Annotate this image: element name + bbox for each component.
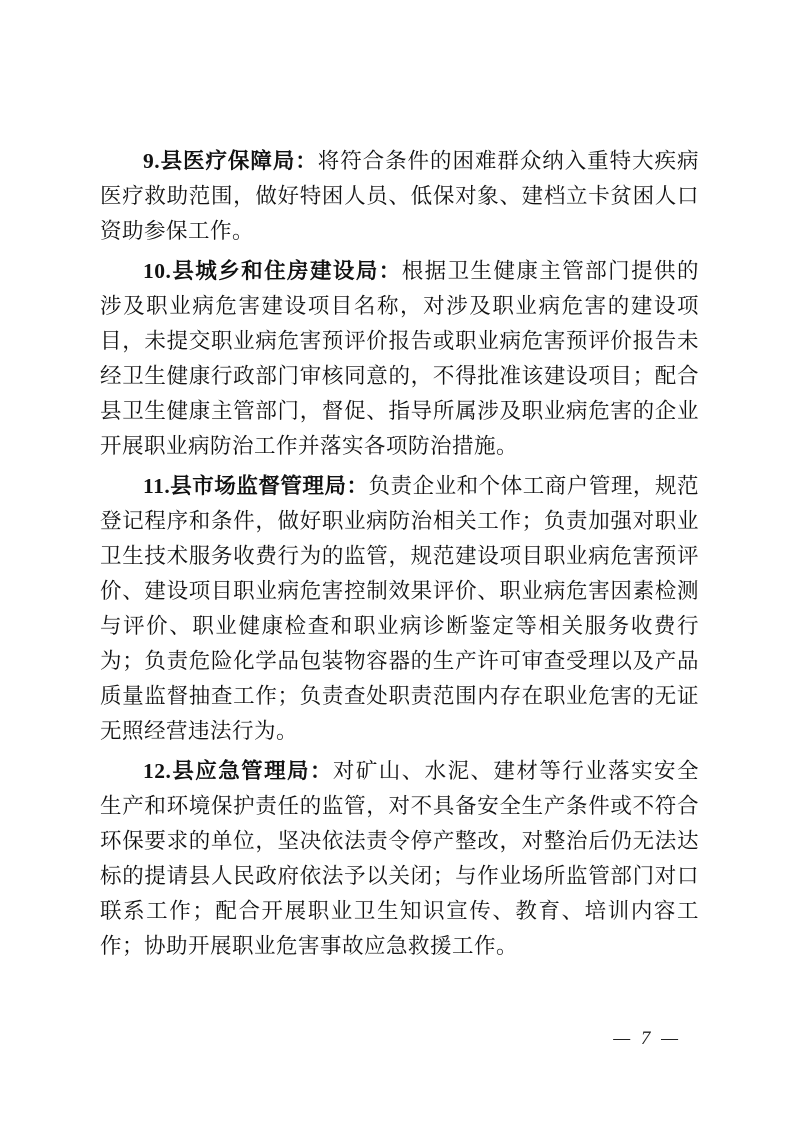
paragraph-11-heading: 11.县市场监督管理局： (143, 474, 369, 498)
paragraph-10 (100, 254, 699, 464)
paragraph-9-body: 将符合条件的困难群众纳入重特大疾病医疗救助范围，做好特困人员、低保对象、建档立卡贫困人口资助参保工作。 (100, 149, 699, 243)
paragraph-12 (100, 754, 699, 964)
paragraph-12-body: 对矿山、水泥、建材等行业落实安全生产和环境保护责任的监管，对不具备安全生产条件或不符合环保要求的单位，坚决依法责令停产整改，对整治后仍无法达标的提请县人民政府依法予以关闭；与作业场所监管部门对口联系工作；配合开展职业卫生知识宣传、教育、培训内容工作；协助开展职业危害事故应急救援工作。 (100, 759, 699, 958)
paragraph-12-heading: 12.县应急管理局： (143, 759, 333, 783)
paragraph-10-heading: 10.县城乡和住房建设局： (143, 259, 402, 283)
page-number: — 7 — (613, 1028, 681, 1049)
paragraph-11-body: 负责企业和个体工商户管理，规范登记程序和条件，做好职业病防治相关工作；负责加强对职业卫生技术服务收费行为的监管，规范建设项目职业病危害预评价、建设项目职业病危害控制效果评价、职业病危害因素检测与评价、职业健康检查和职业病诊断鉴定等相关服务收费行为；负责危险化学品包装物容器的生产许可审查受理以及产品质量监督抽查工作；负责查处职责范围内存在职业危害的无证无照经营违法行为。 (100, 474, 699, 743)
paragraph-9 (100, 144, 699, 249)
paragraph-10-body: 根据卫生健康主管部门提供的涉及职业病危害建设项目名称，对涉及职业病危害的建设项目，未提交职业病危害预评价报告或职业病危害预评价报告未经卫生健康行政部门审核同意的，不得批准该建设项目；配合县卫生健康主管部门，督促、指导所属涉及职业病危害的企业开展职业病防治工作并落实各项防治措施。 (100, 259, 699, 458)
document-body (100, 144, 699, 969)
paragraph-11 (100, 469, 699, 749)
paragraph-9-heading: 9.县医疗保障局： (143, 149, 318, 173)
